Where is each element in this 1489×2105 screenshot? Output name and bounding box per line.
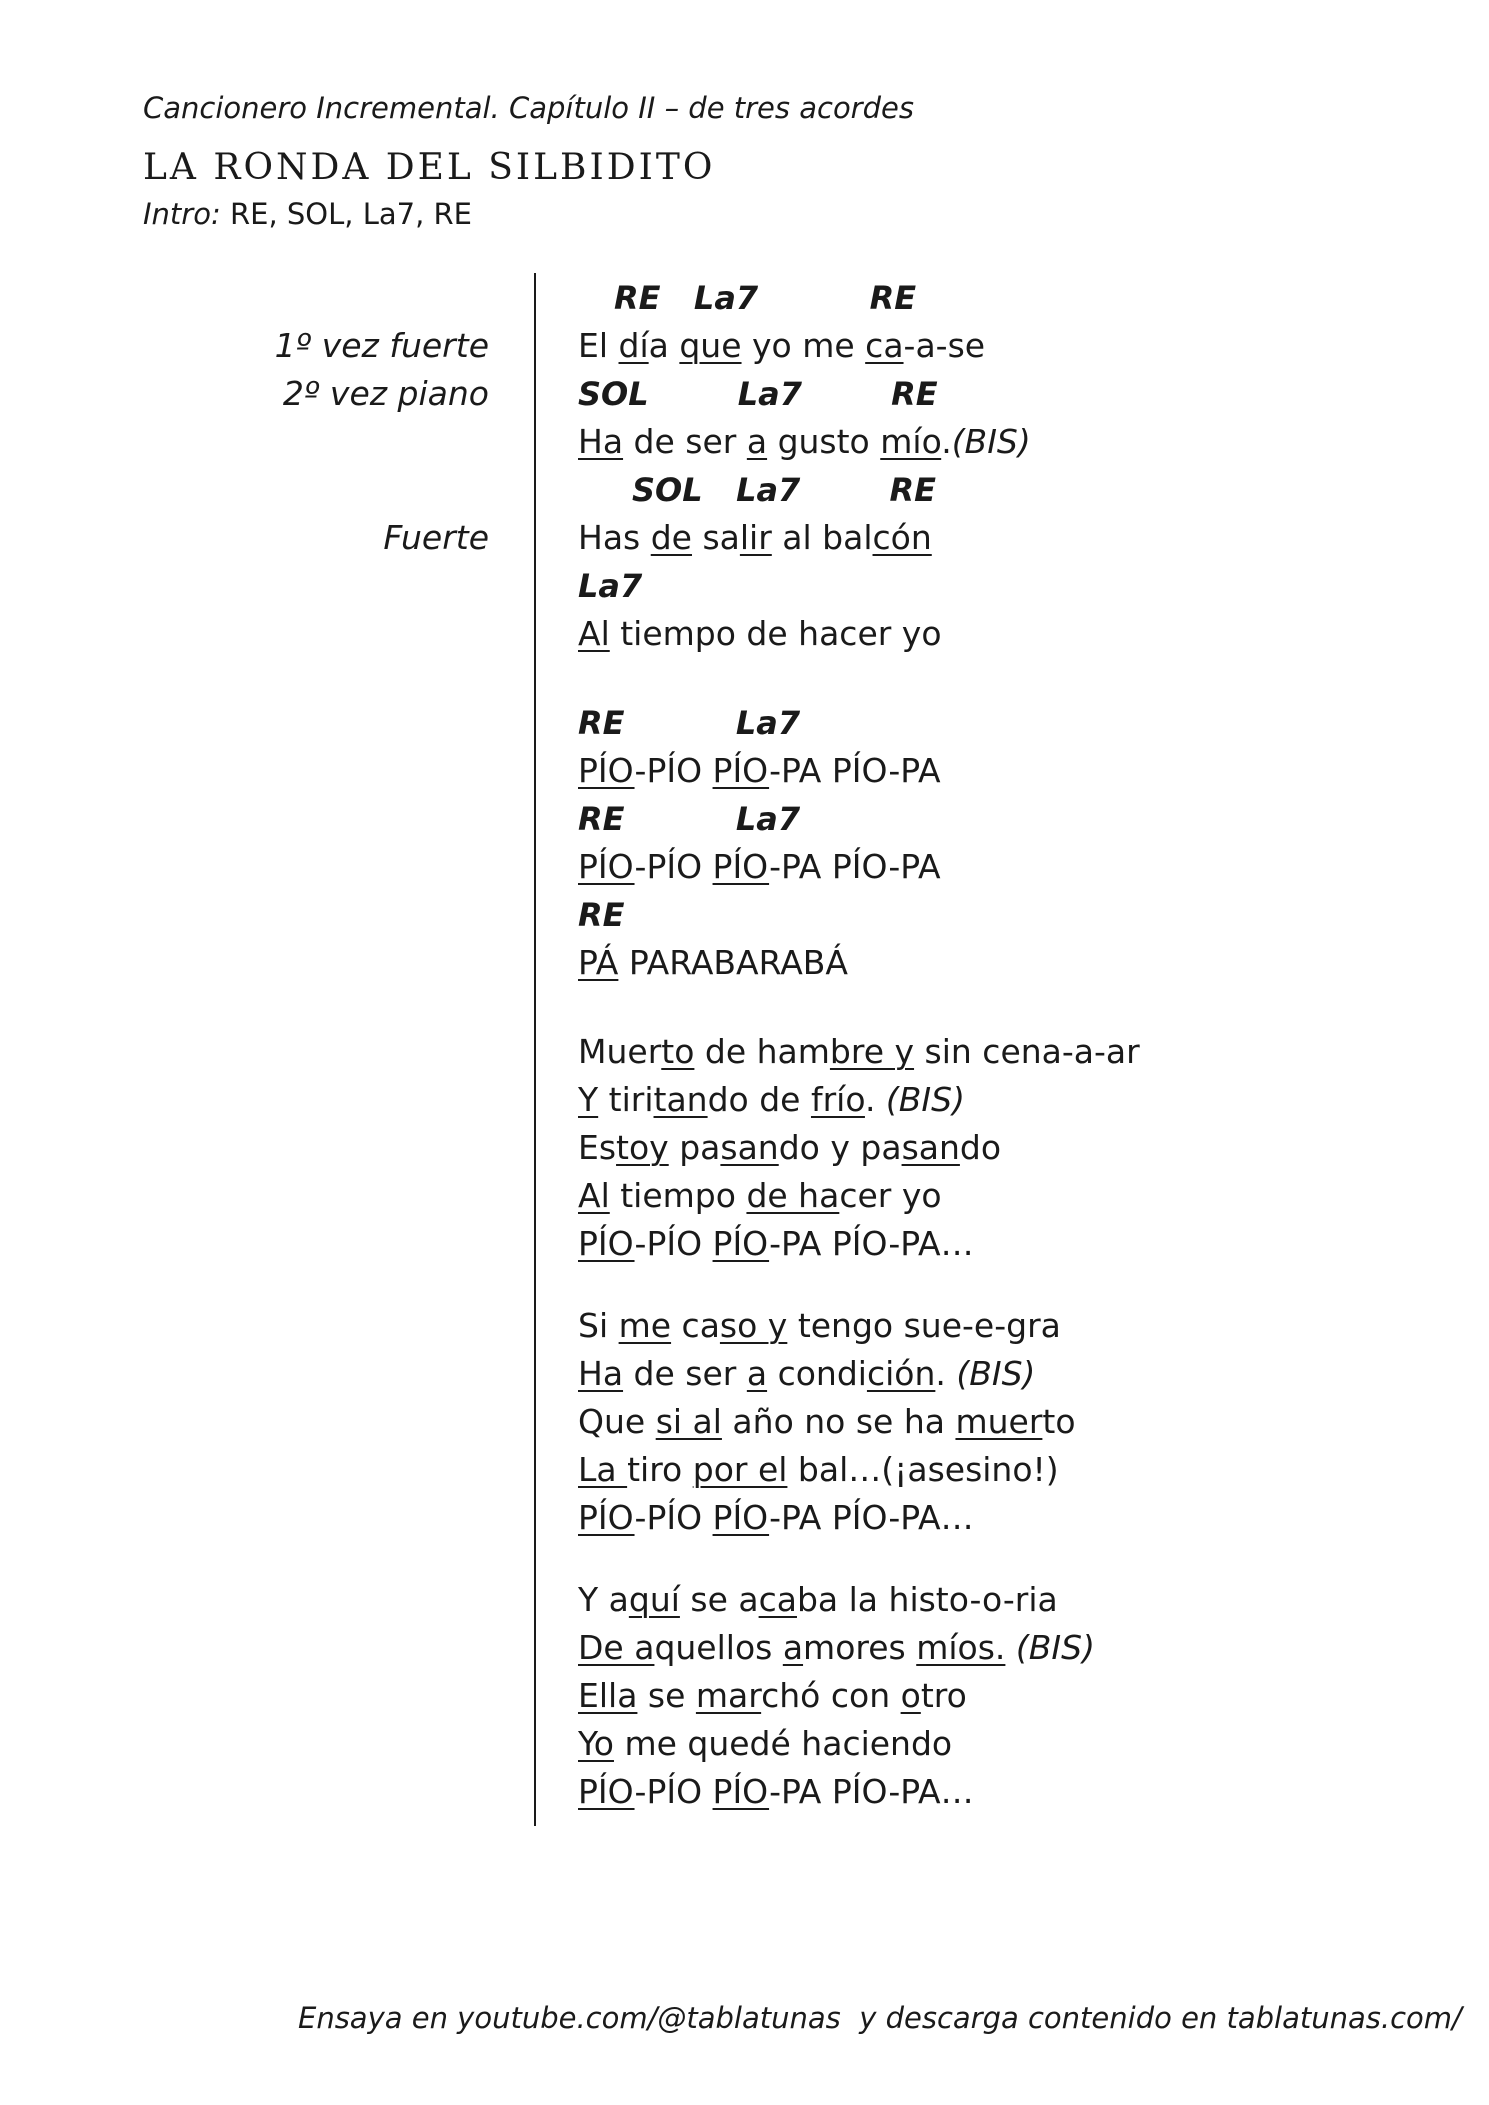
stressed-syllable: que (679, 326, 742, 365)
intro-label: Intro: (143, 197, 221, 231)
lyric-text: chó con (761, 1676, 901, 1715)
stressed-syllable: mío (880, 422, 942, 461)
chord-line: RE La7 RE (614, 279, 917, 317)
stressed-syllable: a (746, 422, 768, 461)
note-first-time: 1º vez fuerte (274, 326, 489, 365)
stressed-syllable: Yo (578, 1724, 614, 1763)
lyric-line (578, 1174, 942, 1218)
lyric-text: condi (767, 1354, 867, 1393)
stressed-syllable: por el (692, 1450, 788, 1489)
stressed-syllable: La (578, 1450, 628, 1489)
lyric-text: -PA PÍO-PA (769, 847, 941, 886)
stressed-syllable: ca (865, 326, 904, 365)
stressed-syllable: mar (695, 1676, 762, 1715)
lyric-text: El (578, 326, 619, 365)
repeat-mark: (BIS) (956, 1354, 1036, 1393)
stressed-syllable: PÍO (578, 1772, 635, 1811)
stressed-syllable: frío (810, 1080, 865, 1119)
lyric-text: Has (578, 518, 651, 557)
lyric-text: do y pa (778, 1128, 902, 1167)
stressed-syllable: si al (655, 1402, 722, 1441)
lyric-text: pa (668, 1128, 721, 1167)
lyric-text: de ser (623, 1354, 747, 1393)
stressed-syllable: a (782, 1628, 804, 1667)
lyric-line (578, 1078, 965, 1122)
chord-line: SOL La7 RE (632, 471, 936, 509)
lyric-text: a (648, 326, 680, 365)
chord-line: RE (578, 896, 625, 934)
lyric-text: tiro (627, 1450, 693, 1489)
stressed-syllable: Al (578, 1176, 610, 1215)
lyric-text: -PA PÍO-PA… (769, 1498, 974, 1537)
stressed-syllable: PÍO (578, 1224, 635, 1263)
lyric-text (1005, 1628, 1016, 1667)
lyric-text: Muer (578, 1032, 662, 1071)
stressed-syllable: PÍO (712, 1498, 770, 1537)
lyric-text: . (935, 1354, 957, 1393)
stressed-syllable: PÍO (712, 751, 770, 790)
lyric-text: se a (679, 1580, 759, 1619)
lyric-line (578, 1496, 974, 1540)
lyric-text: año no se ha (721, 1402, 956, 1441)
chord-line: RE La7 (578, 704, 801, 742)
lyric-text: . (941, 422, 952, 461)
lyric-text: -PÍO (634, 1772, 713, 1811)
lyric-text: -a-se (903, 326, 986, 365)
stressed-syllable: PÍO (578, 847, 635, 886)
stressed-syllable: san (901, 1128, 960, 1167)
lyric-text: Es (578, 1128, 617, 1167)
lyric-text: se (637, 1676, 696, 1715)
lyric-text: me quedé haciendo (613, 1724, 953, 1763)
lyric-text: sa (691, 518, 740, 557)
stressed-syllable: PÍO (578, 751, 635, 790)
lyric-text: -PÍO (634, 847, 713, 886)
lyric-line (578, 1626, 1095, 1670)
lyric-text: tengo sue-e-gra (787, 1306, 1061, 1345)
lyric-text: -PÍO (634, 1224, 713, 1263)
stressed-syllable: tan (653, 1080, 708, 1119)
lyric-line (578, 1578, 1058, 1622)
note-second-time: 2º vez piano (282, 374, 489, 413)
lyric-text: yo me (741, 326, 866, 365)
stressed-syllable: to (661, 1032, 695, 1071)
stressed-syllable: muer (955, 1402, 1043, 1441)
lyric-line (578, 1126, 1001, 1170)
stressed-syllable: Ha (578, 422, 624, 461)
stressed-syllable: a (746, 1354, 768, 1393)
lyric-text: -PA PÍO-PA… (769, 1772, 974, 1811)
lyric-line (578, 324, 985, 368)
lyric-text: al bal (771, 518, 873, 557)
stressed-syllable: Ella (578, 1676, 638, 1715)
stressed-syllable: o (900, 1676, 921, 1715)
song-title: LA RONDA DEL SILBIDITO (143, 147, 716, 188)
lyric-text: -PA PÍO-PA (769, 751, 941, 790)
stressed-syllable: PÍO (578, 1498, 635, 1537)
lyric-text: Y a (578, 1580, 629, 1619)
lyric-text: sin cena-a-ar (914, 1032, 1140, 1071)
stressed-syllable: Al (578, 614, 610, 653)
stressed-syllable: so y (719, 1306, 788, 1345)
note-loud: Fuerte (383, 518, 489, 557)
lyric-text: tiempo (609, 1176, 747, 1215)
lyric-text: Si (578, 1306, 619, 1345)
intro-chords: RE, SOL, La7, RE (220, 197, 472, 231)
lyric-text: do de (707, 1080, 811, 1119)
intro-line (143, 194, 472, 234)
stressed-syllable: PÍO (712, 1772, 770, 1811)
lyric-text: gusto (767, 422, 881, 461)
stressed-syllable: ción (866, 1354, 936, 1393)
lyric-text: -PA PÍO-PA… (769, 1224, 974, 1263)
stressed-syllable: san (720, 1128, 779, 1167)
lyric-text: ca (671, 1306, 720, 1345)
lyric-line (578, 1352, 1035, 1396)
lyric-line (578, 612, 942, 656)
lyric-line (578, 1674, 967, 1718)
lyric-text: tro (920, 1676, 967, 1715)
stressed-syllable: lir (739, 518, 772, 557)
chord-line: SOL La7 RE (578, 375, 938, 413)
lyric-text: de ser (623, 422, 747, 461)
stressed-syllable: De a (578, 1628, 655, 1667)
section-divider (534, 273, 536, 1826)
stressed-syllable: Y (578, 1080, 599, 1119)
repeat-mark: (BIS) (951, 422, 1031, 461)
lyric-text: ba la histo-o-ria (796, 1580, 1058, 1619)
stressed-syllable: dí (618, 326, 649, 365)
footer-text: Ensaya en youtube.com/@tablatunas y descarga contenido en tablatunas.com/ (298, 2001, 1462, 2035)
lyric-text: bal…(¡asesino!) (787, 1450, 1059, 1489)
stressed-syllable: quí (628, 1580, 680, 1619)
stressed-syllable: PÁ (578, 943, 619, 982)
stressed-syllable: míos. (916, 1628, 1006, 1667)
lyric-line (578, 1770, 974, 1814)
lyric-line (578, 1400, 1076, 1444)
stressed-syllable: ca (758, 1580, 797, 1619)
lyric-text: mores (803, 1628, 917, 1667)
lyric-line (578, 1448, 1059, 1492)
lyric-line (578, 749, 941, 793)
header-subtitle: Cancionero Incremental. Capítulo II – de tres acordes (143, 91, 914, 125)
stressed-syllable: me (618, 1306, 672, 1345)
chord-line: La7 (578, 567, 643, 605)
stressed-syllable: Ha (578, 1354, 624, 1393)
stressed-syllable: cón (872, 518, 932, 557)
lyric-line (578, 1030, 1140, 1074)
lyric-text: -PÍO (634, 1498, 713, 1537)
lyric-text: tiri (598, 1080, 654, 1119)
chord-line: RE La7 (578, 800, 801, 838)
stressed-syllable: PÍO (712, 847, 770, 886)
lyric-text: to (1042, 1402, 1076, 1441)
stressed-syllable: de (650, 518, 692, 557)
lyric-text: quellos (654, 1628, 783, 1667)
lyric-text: cer yo (839, 1176, 942, 1215)
lyric-text: -PÍO (634, 751, 713, 790)
repeat-mark: (BIS) (885, 1080, 965, 1119)
lyric-line (578, 1304, 1061, 1348)
lyric-line (578, 1222, 974, 1266)
repeat-mark: (BIS) (1015, 1628, 1095, 1667)
lyric-text: do (959, 1128, 1002, 1167)
lyric-line (578, 1722, 952, 1766)
lyric-line (578, 516, 932, 560)
lyric-text: PARABARABÁ (618, 943, 848, 982)
lyric-line (578, 941, 848, 985)
stressed-syllable: toy (616, 1128, 669, 1167)
lyric-text: Que (578, 1402, 656, 1441)
stressed-syllable: bre y (829, 1032, 915, 1071)
lyric-text: . (864, 1080, 886, 1119)
stressed-syllable: de ha (746, 1176, 840, 1215)
lyric-line (578, 420, 1031, 464)
lyric-text: tiempo de hacer yo (609, 614, 942, 653)
stressed-syllable: PÍO (712, 1224, 770, 1263)
lyric-line (578, 845, 941, 889)
lyric-text: de ham (694, 1032, 830, 1071)
